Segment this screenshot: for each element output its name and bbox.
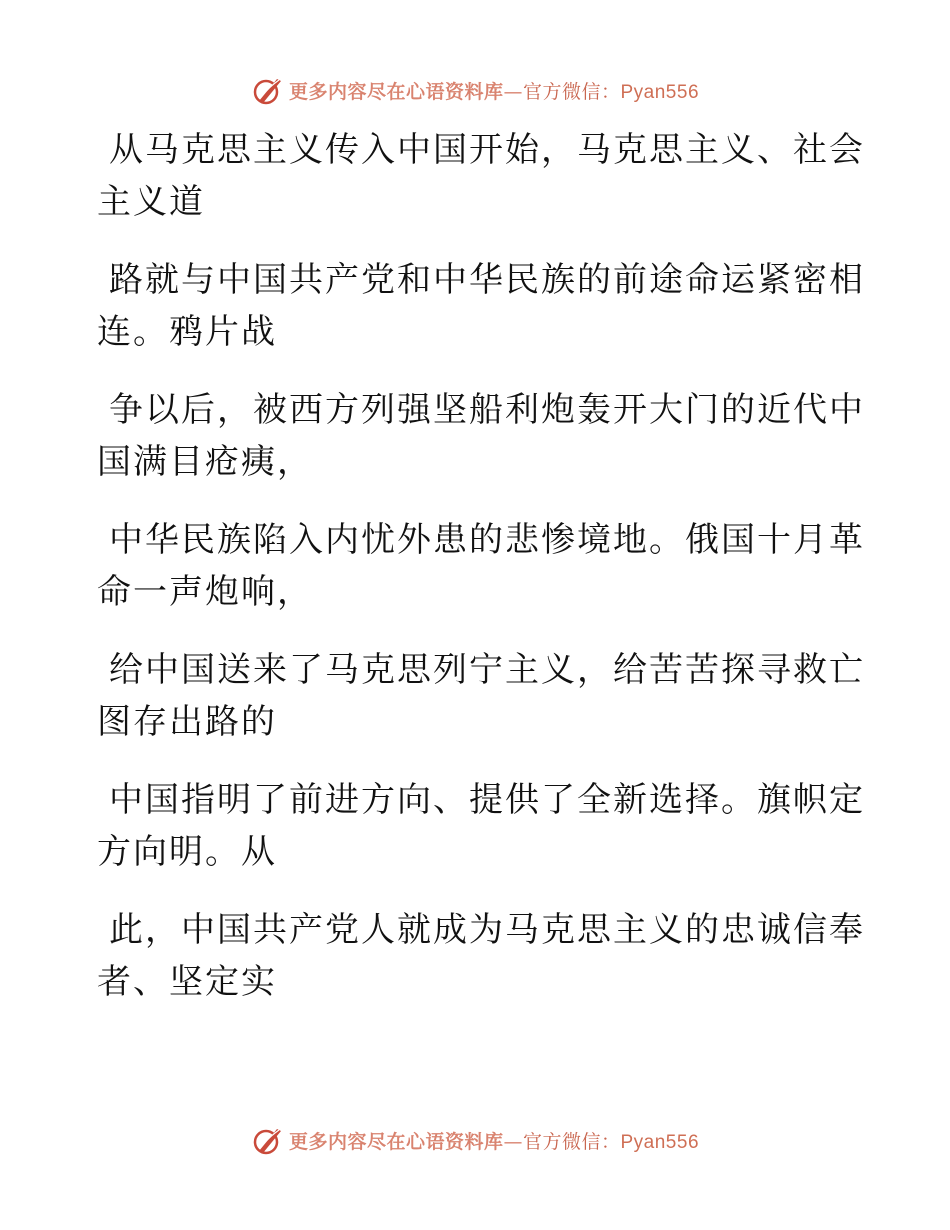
- paragraph-line: 主义道: [97, 182, 205, 222]
- paragraph-3: [97, 384, 865, 488]
- paragraph-line: 连。鸦片战: [97, 312, 277, 352]
- paragraph-line: 图存出路的: [97, 702, 277, 742]
- paragraph-line: 给中国送来了马克思列宁主义，给苦苦探寻救亡: [109, 650, 865, 690]
- watermark-text: [289, 1127, 699, 1154]
- watermark-brand: 更多内容尽在心语资料库: [288, 1130, 504, 1153]
- paragraph-line: 国满目疮痍，: [97, 442, 313, 482]
- paragraph-6: [97, 774, 865, 878]
- header-watermark: [0, 70, 950, 110]
- watermark-id: Pyan556: [620, 1131, 700, 1153]
- paragraph-2: [97, 254, 865, 358]
- paragraph-line: 命一声炮响，: [97, 572, 313, 612]
- quill-pen-logo-icon: [251, 1123, 285, 1157]
- watermark-id: Pyan556: [620, 81, 700, 103]
- document-body: [97, 124, 865, 1034]
- paragraph-line: 从马克思主义传入中国开始，马克思主义、社会: [109, 130, 865, 170]
- watermark-text: [289, 77, 699, 104]
- watermark-label: 官方微信：: [522, 1130, 621, 1153]
- paragraph-line: 争以后，被西方列强坚船利炮轰开大门的近代中: [109, 390, 865, 430]
- paragraph-line: 中华民族陷入内忧外患的悲惨境地。俄国十月革: [109, 520, 865, 560]
- paragraph-line: 方向明。从: [97, 832, 277, 872]
- paragraph-4: [97, 514, 865, 618]
- watermark-dash: —: [503, 80, 523, 103]
- footer-watermark: [0, 1120, 950, 1160]
- paragraph-line: 此，中国共产党人就成为马克思主义的忠诚信奉: [109, 910, 865, 950]
- paragraph-1: [97, 124, 865, 228]
- watermark-label: 官方微信：: [522, 80, 621, 103]
- watermark-dash: —: [503, 1130, 523, 1153]
- paragraph-5: [97, 644, 865, 748]
- watermark-brand: 更多内容尽在心语资料库: [288, 80, 504, 103]
- paragraph-7: [97, 904, 865, 1008]
- quill-pen-logo-icon: [251, 73, 285, 107]
- paragraph-line: 者、坚定实: [97, 962, 277, 1002]
- paragraph-line: 中国指明了前进方向、提供了全新选择。旗帜定: [109, 780, 865, 820]
- paragraph-line: 路就与中国共产党和中华民族的前途命运紧密相: [109, 260, 865, 300]
